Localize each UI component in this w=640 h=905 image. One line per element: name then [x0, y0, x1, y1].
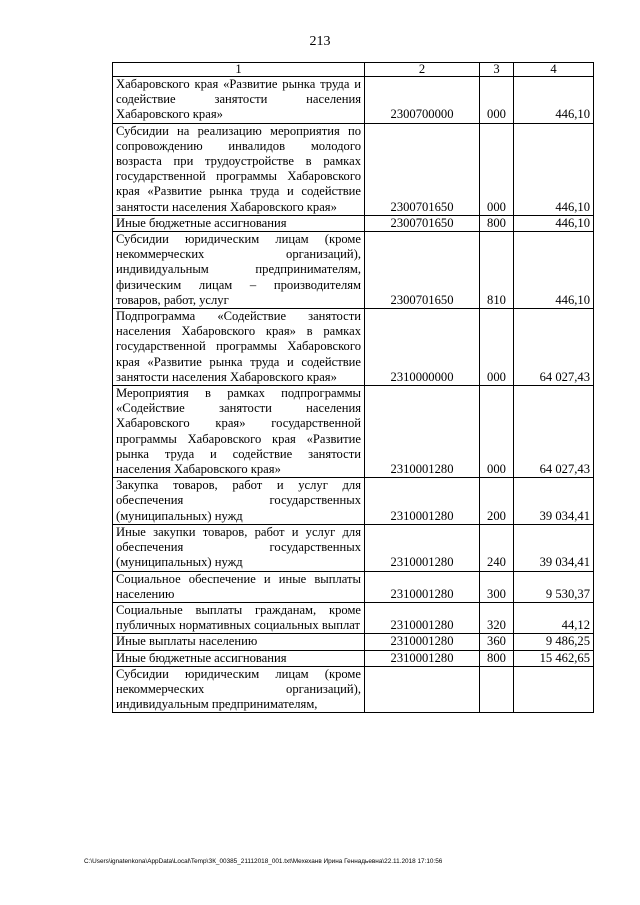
page-number: 213 [309, 34, 331, 49]
row-name-cell: Субсидии юридическим лицам (кроме некоммерческих организаций), индивидуальным предпринимателям, [113, 666, 365, 713]
row-name-cell: Закупка товаров, работ и услуг для обеспечения государственных (муниципальных) нужд [113, 478, 365, 525]
table-row [113, 634, 594, 650]
header-col-4: 4 [514, 63, 594, 77]
row-code-cell: 2310000000 [365, 309, 480, 386]
row-type-cell: 000 [480, 123, 514, 215]
row-code-cell: 2310001280 [365, 650, 480, 666]
table-header-row [113, 63, 594, 77]
row-code-cell: 2310001280 [365, 524, 480, 571]
row-name-cell: Иные закупки товаров, работ и услуг для обеспечения государственных (муниципальных) нужд [113, 524, 365, 571]
row-code-cell: 2310001280 [365, 602, 480, 633]
row-type-cell: 300 [480, 571, 514, 602]
row-type-cell: 000 [480, 386, 514, 478]
row-name-cell: Социальное обеспечение и иные выплаты населению [113, 571, 365, 602]
table-row [113, 123, 594, 215]
table-row [113, 478, 594, 525]
row-amount-cell: 44,12 [514, 602, 594, 633]
row-name-cell: Иные выплаты населению [113, 634, 365, 650]
table-row [113, 571, 594, 602]
row-type-cell: 320 [480, 602, 514, 633]
table-row [113, 232, 594, 309]
row-amount-cell: 15 462,65 [514, 650, 594, 666]
table-row [113, 666, 594, 713]
row-amount-cell: 39 034,41 [514, 478, 594, 525]
row-type-cell: 200 [480, 478, 514, 525]
row-type-cell [480, 666, 514, 713]
table-row [113, 602, 594, 633]
row-name-cell: Иные бюджетные ассигнования [113, 215, 365, 231]
row-code-cell: 2310001280 [365, 571, 480, 602]
row-type-cell: 360 [480, 634, 514, 650]
row-amount-cell: 64 027,43 [514, 386, 594, 478]
row-name-cell: Хабаровского края «Развитие рынка труда и содействие занятости населения Хабаровского края» [113, 77, 365, 124]
table-row [113, 309, 594, 386]
header-col-2: 2 [365, 63, 480, 77]
row-code-cell: 2310001280 [365, 386, 480, 478]
row-amount-cell: 446,10 [514, 215, 594, 231]
row-amount-cell: 9 486,25 [514, 634, 594, 650]
budget-table [112, 62, 594, 713]
table-row [113, 650, 594, 666]
table-row [113, 386, 594, 478]
row-code-cell: 2310001280 [365, 634, 480, 650]
row-name-cell: Субсидии на реализацию мероприятия по сопровождению инвалидов молодого возраста при трудоустройстве в рамках государственной программы Хабаровского края «Развитие рынка труда и содействие занятости населения Хабаровского края» [113, 123, 365, 215]
row-code-cell: 2300701650 [365, 215, 480, 231]
footer-file-path: C:\Users\ignatenkona\AppData\Local\Temp\ЗК_00385_21112018_001.txt\Мехеханв Ирина Геннадьевна\22.11.2018 17:10:56 [84, 858, 443, 865]
row-code-cell [365, 666, 480, 713]
row-name-cell: Мероприятия в рамках подпрограммы «Содействие занятости населения Хабаровского края» государственной программы Хабаровского края «Развитие рынка труда и содействие занятости населения Хабаровского края» [113, 386, 365, 478]
row-amount-cell: 64 027,43 [514, 309, 594, 386]
row-type-cell: 000 [480, 309, 514, 386]
row-type-cell: 800 [480, 650, 514, 666]
row-name-cell: Подпрограмма «Содействие занятости населения Хабаровского края» в рамках государственной программы Хабаровского края «Развитие рынка труда и содействие занятости населения Хабаровского края» [113, 309, 365, 386]
row-amount-cell: 446,10 [514, 123, 594, 215]
row-code-cell: 2310001280 [365, 478, 480, 525]
row-code-cell: 2300700000 [365, 77, 480, 124]
row-type-cell: 810 [480, 232, 514, 309]
row-name-cell: Субсидии юридическим лицам (кроме некоммерческих организаций), индивидуальным предпринимателям, физическим лицам – производителям товаров, работ, услуг [113, 232, 365, 309]
row-amount-cell [514, 666, 594, 713]
row-name-cell: Иные бюджетные ассигнования [113, 650, 365, 666]
table-row [113, 77, 594, 124]
header-col-3: 3 [480, 63, 514, 77]
table-row [113, 524, 594, 571]
row-type-cell: 000 [480, 77, 514, 124]
row-type-cell: 240 [480, 524, 514, 571]
row-amount-cell: 446,10 [514, 232, 594, 309]
table-row [113, 215, 594, 231]
row-amount-cell: 446,10 [514, 77, 594, 124]
header-col-1: 1 [113, 63, 365, 77]
row-code-cell: 2300701650 [365, 232, 480, 309]
row-amount-cell: 39 034,41 [514, 524, 594, 571]
row-code-cell: 2300701650 [365, 123, 480, 215]
row-name-cell: Социальные выплаты гражданам, кроме публичных нормативных социальных выплат [113, 602, 365, 633]
row-type-cell: 800 [480, 215, 514, 231]
row-amount-cell: 9 530,37 [514, 571, 594, 602]
